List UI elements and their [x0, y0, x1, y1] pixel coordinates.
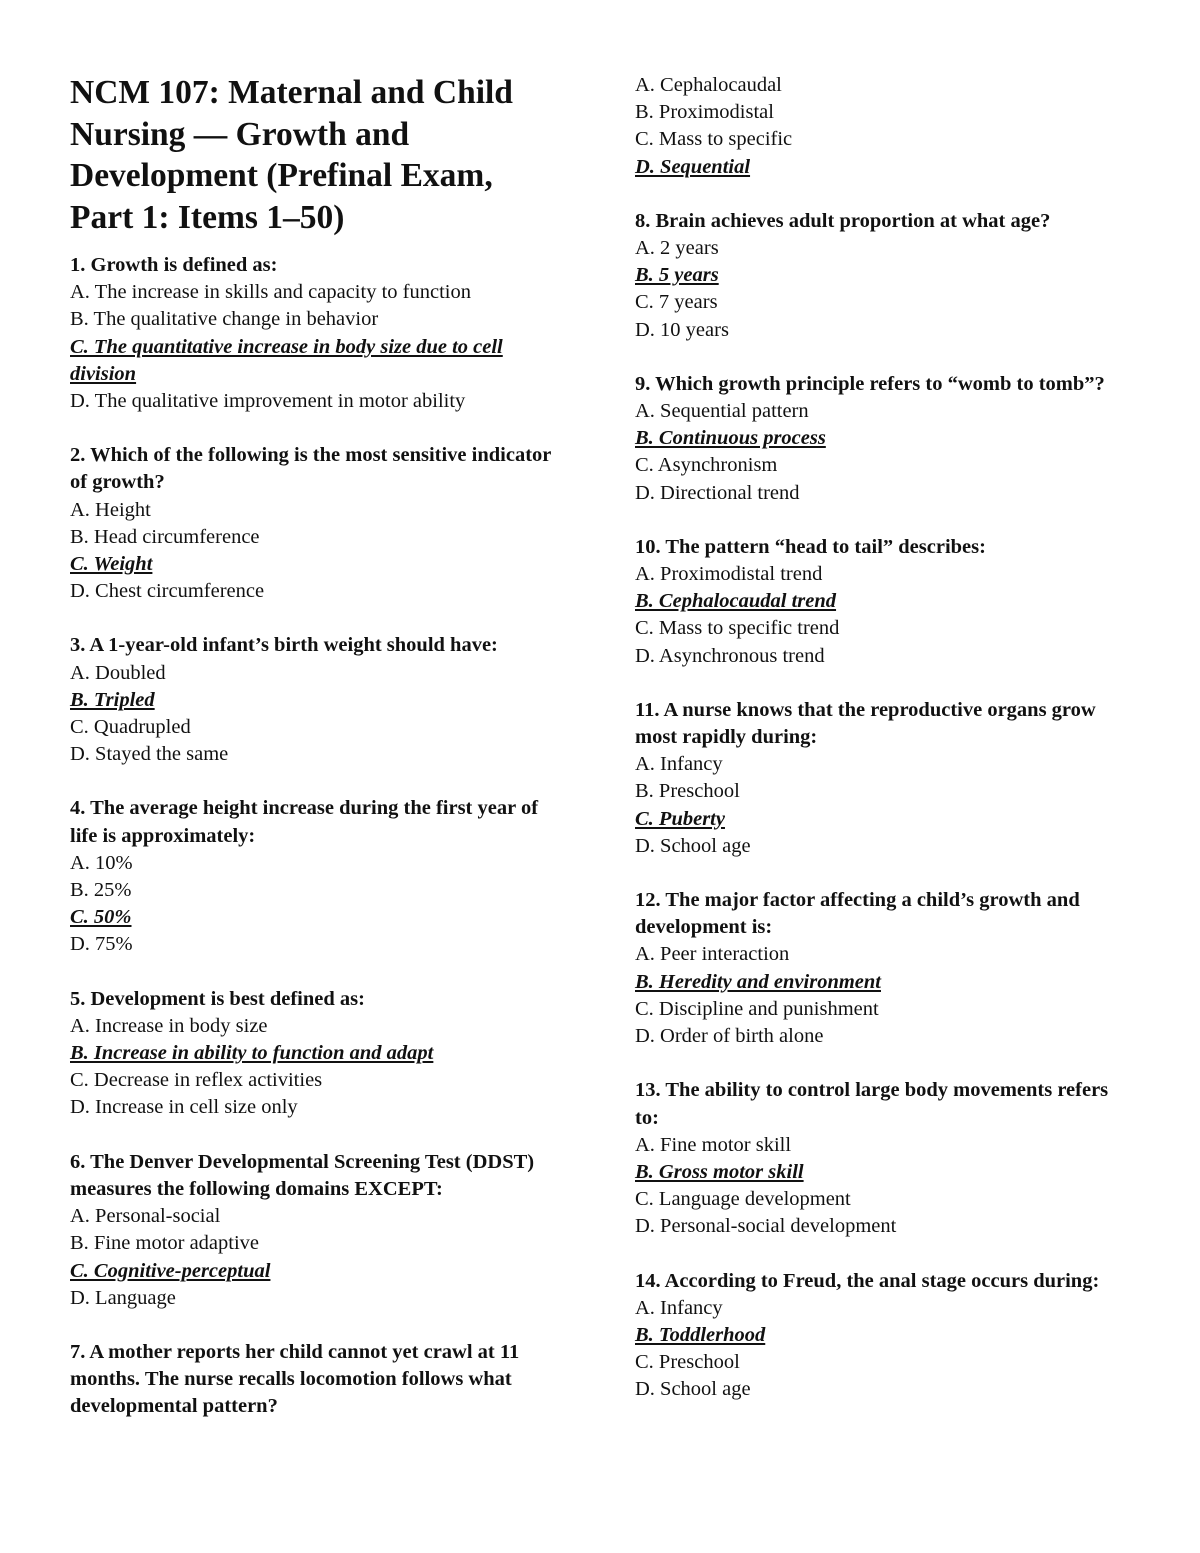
answer-option: A. Cephalocaudal	[635, 74, 782, 96]
answer-option: C. Mass to specific trend	[635, 617, 840, 640]
answer-option-correct: C. 50%	[70, 906, 132, 929]
question-block	[635, 887, 1135, 1050]
answer-option: C. 7 years	[635, 291, 718, 314]
answer-option-correct: B. Tripled	[70, 688, 155, 711]
question-stem: 5. Development is best defined as:	[70, 987, 365, 1010]
answer-option: D. School age	[635, 1378, 751, 1401]
left-column	[70, 72, 560, 1448]
question-stem: 8. Brain achieves adult proportion at what age?	[635, 209, 1051, 232]
question-stem: 13. The ability to control large body movements refers to:	[635, 1079, 1109, 1129]
answer-option: D. Increase in cell size only	[70, 1096, 298, 1119]
answer-option: C. Quadrupled	[70, 716, 191, 739]
question-block	[70, 986, 560, 1122]
answer-option: D. Language	[70, 1286, 176, 1309]
answer-option: D. Asynchronous trend	[635, 644, 825, 667]
answer-option: B. Fine motor adaptive	[70, 1232, 260, 1255]
question-block	[635, 371, 1135, 507]
answer-option: D. Chest circumference	[70, 580, 265, 603]
answer-option: C. Asynchronism	[635, 454, 778, 477]
answer-option: C. Language development	[635, 1188, 851, 1211]
question-block	[70, 1149, 560, 1312]
answer-option: A. Personal-social	[70, 1205, 221, 1228]
answer-option: D. School age	[635, 834, 751, 857]
answer-option: B. Proximodistal	[635, 101, 774, 124]
answer-option-correct: C. Cognitive-perceptual	[70, 1259, 271, 1282]
answer-option: C. Decrease in reflex activities	[70, 1069, 323, 1092]
question-block	[635, 697, 1135, 860]
question-stem: 3. A 1-year-old infant’s birth weight should have:	[70, 634, 498, 657]
answer-option: D. Personal-social development	[635, 1215, 897, 1238]
answer-option: A. 10%	[70, 851, 133, 874]
answer-option: A. Fine motor skill	[635, 1133, 792, 1156]
question-stem: 7. A mother reports her child cannot yet crawl at 11 months. The nurse recalls locomotion follows what developmental pattern?	[70, 1340, 520, 1418]
answer-option: D. 75%	[70, 933, 133, 956]
answer-option-correct: B. Toddlerhood	[635, 1323, 766, 1346]
answer-option: A. Increase in body size	[70, 1014, 268, 1037]
answer-option: A. Height	[70, 498, 151, 521]
answer-option: C. Preschool	[635, 1351, 740, 1374]
question-stem: 9. Which growth principle refers to “womb to tomb”?	[635, 372, 1105, 395]
answer-option-correct: C. Puberty	[635, 807, 725, 830]
question-block	[635, 1268, 1135, 1404]
answer-option: D. 10 years	[635, 318, 729, 341]
question-block	[70, 632, 560, 768]
answer-option: B. Preschool	[635, 780, 740, 803]
right-column	[635, 72, 1135, 1431]
answer-option-correct: B. Heredity and environment	[635, 970, 881, 993]
question-stem: 12. The major factor affecting a child’s growth and development is:	[635, 889, 1080, 939]
answer-option: D. The qualitative improvement in motor ability	[70, 390, 466, 413]
answer-option: A. Sequential pattern	[635, 400, 809, 423]
answer-option: D. Order of birth alone	[635, 1025, 824, 1048]
answer-option-correct: B. Gross motor skill	[635, 1160, 804, 1183]
answer-option: C. Discipline and punishment	[635, 997, 879, 1020]
answer-option-correct: C. Weight	[70, 553, 153, 576]
question-block	[70, 1339, 560, 1421]
answer-option-correct: B. Increase in ability to function and adapt	[70, 1042, 434, 1065]
answer-option: B. Head circumference	[70, 525, 260, 548]
answer-option: A. Infancy	[635, 1296, 723, 1319]
question-block	[70, 795, 560, 958]
answer-option: B. 25%	[70, 879, 132, 902]
answer-option: A. Doubled	[70, 661, 166, 684]
page-title: NCM 107: Maternal and Child Nursing — Growth and Development (Prefinal Exam, Part 1: Items 1–50)	[70, 74, 513, 236]
answer-option-correct: B. Cephalocaudal trend	[635, 590, 837, 613]
question-block	[635, 534, 1135, 670]
answer-option: B. The qualitative change in behavior	[70, 308, 379, 331]
answer-option: A. 2 years	[635, 237, 719, 260]
answer-option: A. Infancy	[635, 753, 723, 776]
right-question-list	[635, 72, 1135, 1404]
answer-option: A. The increase in skills and capacity to function	[70, 281, 471, 304]
question-stem: 1. Growth is defined as:	[70, 254, 278, 276]
question-stem: 2. Which of the following is the most sensitive indicator of growth?	[70, 444, 551, 494]
answer-option: D. Stayed the same	[70, 743, 229, 766]
question-block	[70, 442, 560, 605]
question-stem: 14. According to Freud, the anal stage occurs during:	[635, 1269, 1100, 1292]
question-stem: 4. The average height increase during the first year of life is approximately:	[70, 797, 539, 847]
answer-option-correct: D. Sequential	[635, 155, 751, 178]
answer-option-correct: B. 5 years	[635, 264, 719, 287]
answer-option: A. Proximodistal trend	[635, 563, 823, 586]
answer-option: A. Peer interaction	[635, 943, 790, 966]
answer-option-correct: C. The quantitative increase in body size due to cell division	[70, 335, 503, 385]
question-stem: 11. A nurse knows that the reproductive organs grow most rapidly during:	[635, 698, 1096, 749]
left-question-list	[70, 252, 560, 1421]
question-stem: 10. The pattern “head to tail” describes:	[635, 535, 986, 558]
question-block	[70, 252, 560, 415]
answer-option-correct: B. Continuous process	[635, 427, 826, 450]
answer-option: C. Mass to specific	[635, 128, 793, 151]
answer-option: D. Directional trend	[635, 481, 800, 504]
question-block	[635, 208, 1135, 344]
question-stem: 6. The Denver Developmental Screening Test (DDST) measures the following domains EXCEPT:	[70, 1150, 535, 1200]
question-block	[635, 72, 1135, 181]
question-block	[635, 1077, 1135, 1240]
